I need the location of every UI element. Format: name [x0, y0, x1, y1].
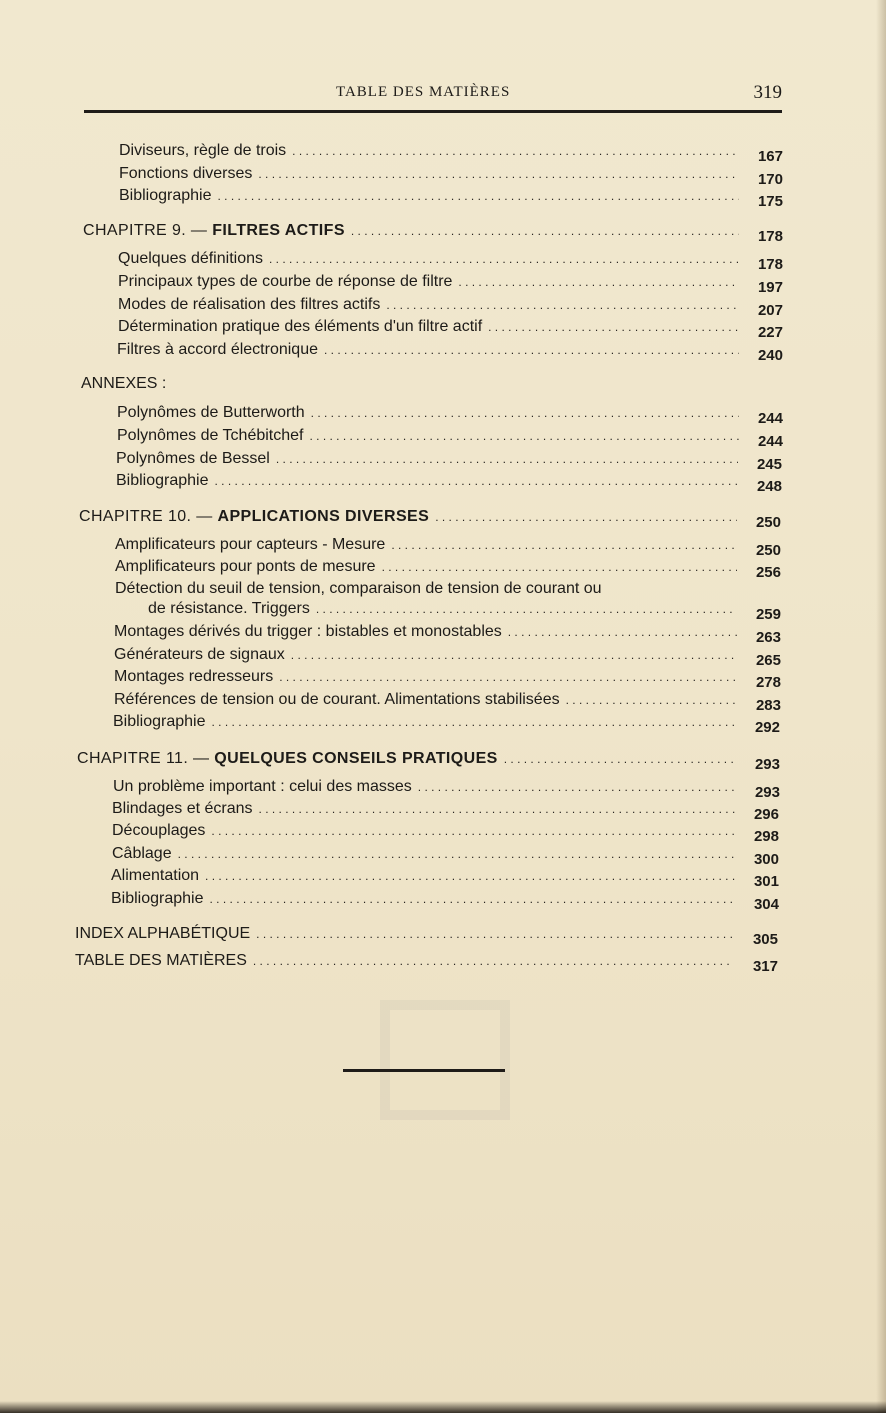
entry-page: 265	[755, 652, 781, 669]
toc-entry	[112, 845, 779, 869]
dot-leader	[508, 625, 737, 639]
dot-leader	[218, 189, 739, 203]
entry-page: 250	[755, 514, 781, 531]
entry-page: 301	[753, 873, 779, 890]
dot-leader	[291, 648, 737, 662]
entry-title: Blindages et écrans	[112, 800, 253, 817]
entry-title: Polynômes de Butterworth	[117, 404, 305, 421]
entry-title: TABLE DES MATIÈRES	[75, 952, 247, 969]
entry-title: Générateurs de signaux	[114, 646, 285, 663]
toc-entry	[118, 273, 783, 297]
entry-page: 305	[752, 931, 778, 948]
toc-entry	[116, 472, 782, 496]
end-rule	[343, 1069, 505, 1072]
toc-entry	[117, 427, 783, 451]
dot-leader	[211, 824, 735, 838]
chapter-entry	[79, 508, 781, 532]
entry-title: Alimentation	[111, 867, 200, 884]
dot-leader	[212, 715, 736, 729]
toc-entry	[118, 296, 783, 320]
chapter-title	[77, 750, 504, 768]
entry-page: 245	[756, 456, 782, 473]
entry-page: 178	[757, 256, 783, 273]
chapter-name: FILTRES ACTIFS	[212, 222, 345, 239]
dot-leader	[391, 538, 737, 552]
entry-title: Amplificateurs pour capteurs - Mesure	[115, 536, 386, 553]
entry-title: Diviseurs, règle de trois	[119, 142, 287, 159]
dot-leader	[435, 510, 737, 524]
toc-entry	[112, 800, 779, 824]
entry-title: Fonctions diverses	[119, 165, 253, 182]
chapter-entry	[77, 750, 780, 774]
dot-leader	[276, 452, 738, 466]
toc-entry	[119, 165, 783, 189]
annexes-heading: ANNEXES :	[81, 375, 167, 392]
entry-title: Câblage	[112, 845, 172, 862]
entry-page: 207	[757, 302, 783, 319]
chapter-number: CHAPITRE 11. —	[77, 750, 215, 767]
toc-entry	[75, 925, 778, 949]
dot-leader	[386, 298, 739, 312]
toc-entry	[119, 187, 783, 211]
toc-entry	[113, 713, 780, 737]
dot-leader	[351, 224, 739, 238]
entry-title: Un problème important : celui des masses	[113, 778, 412, 795]
toc-entry	[117, 404, 783, 428]
dot-leader	[292, 144, 739, 158]
entry-title-line1: Détection du seuil de tension, comparaison de tension de courant ou	[115, 580, 602, 597]
entry-title: Modes de réalisation des filtres actifs	[118, 296, 381, 313]
entry-page: 248	[756, 478, 782, 495]
entry-page: 227	[757, 324, 783, 341]
dot-leader	[210, 892, 735, 906]
entry-page: 178	[757, 228, 783, 245]
dot-leader	[309, 429, 739, 443]
entry-page: 244	[757, 433, 783, 450]
dot-leader	[279, 670, 737, 684]
entry-title: Détermination pratique des éléments d'un filtre actif	[118, 318, 483, 335]
entry-title: Montages dérivés du trigger : bistables et monostables	[114, 623, 502, 640]
page-edge-shadow	[876, 0, 886, 1413]
chapter-title	[83, 222, 351, 240]
dot-leader	[566, 693, 737, 707]
dot-leader	[311, 406, 739, 420]
entry-title: Bibliographie	[116, 472, 209, 489]
dot-leader	[259, 802, 735, 816]
chapter-number: CHAPITRE 10. —	[79, 508, 218, 525]
dot-leader	[488, 320, 739, 334]
toc-entry	[117, 341, 783, 365]
entry-page: 256	[755, 564, 781, 581]
entry-title: Références de tension ou de courant. Alimentations stabilisées	[114, 691, 560, 708]
chapter-name: QUELQUES CONSEILS PRATIQUES	[214, 750, 498, 767]
entry-title: Bibliographie	[113, 713, 206, 730]
entry-title: Amplificateurs pour ponts de mesure	[115, 558, 376, 575]
chapter-entry	[83, 222, 783, 246]
toc-entry	[148, 600, 781, 624]
chapter-number: CHAPITRE 9. —	[83, 222, 213, 239]
dot-leader	[178, 847, 735, 861]
entry-page: 293	[754, 756, 780, 773]
dot-leader	[205, 869, 735, 883]
entry-page: 278	[755, 674, 781, 691]
entry-page: 298	[753, 828, 779, 845]
toc-entry	[113, 778, 780, 802]
chapter-title	[79, 508, 435, 526]
entry-page: 317	[752, 958, 778, 975]
entry-title: Principaux types de courbe de réponse de filtre	[118, 273, 453, 290]
running-title: TABLE DES MATIÈRES	[336, 84, 511, 100]
toc-entry	[115, 536, 781, 560]
dot-leader	[504, 752, 736, 766]
toc-entry	[114, 623, 781, 647]
entry-title: Polynômes de Tchébitchef	[117, 427, 304, 444]
entry-page: 292	[754, 719, 780, 736]
toc-entry	[118, 318, 783, 342]
entry-title: Découplages	[112, 822, 206, 839]
entry-page: 283	[755, 697, 781, 714]
entry-title: Bibliographie	[119, 187, 212, 204]
entry-page: 250	[755, 542, 781, 559]
dot-leader	[269, 252, 739, 266]
toc-entry	[114, 668, 781, 692]
toc-entry	[75, 952, 778, 976]
entry-page: 197	[757, 279, 783, 296]
entry-page: 167	[757, 148, 783, 165]
toc-entry	[115, 558, 781, 582]
toc-entry	[112, 822, 779, 846]
entry-title: Bibliographie	[111, 890, 204, 907]
page-bottom-edge	[0, 1401, 886, 1413]
entry-title: INDEX ALPHABÉTIQUE	[75, 925, 251, 942]
entry-page: 244	[757, 410, 783, 427]
entry-page: 259	[755, 606, 781, 623]
toc-entry	[119, 142, 783, 166]
toc-entry	[114, 691, 781, 715]
dot-leader	[316, 602, 737, 616]
entry-page: 300	[753, 851, 779, 868]
dot-leader	[215, 474, 738, 488]
toc-entry	[116, 450, 782, 474]
dot-leader	[258, 167, 739, 181]
entry-title: Polynômes de Bessel	[116, 450, 270, 467]
entry-page: 170	[757, 171, 783, 188]
dot-leader	[253, 954, 734, 968]
toc-entry	[111, 867, 779, 891]
entry-title: Montages redresseurs	[114, 668, 274, 685]
dot-leader	[324, 343, 739, 357]
dot-leader	[382, 560, 737, 574]
entry-title: Filtres à accord électronique	[117, 341, 318, 358]
entry-page: 175	[757, 193, 783, 210]
toc-entry	[111, 890, 779, 914]
toc-entry	[114, 646, 781, 670]
entry-page: 304	[753, 896, 779, 913]
dot-leader	[458, 275, 739, 289]
chapter-name: APPLICATIONS DIVERSES	[217, 508, 430, 525]
dot-leader	[418, 780, 736, 794]
toc-entry	[118, 250, 783, 274]
entry-page: 240	[757, 347, 783, 364]
entry-page: 263	[755, 629, 781, 646]
entry-page: 293	[754, 784, 780, 801]
entry-title: de résistance. Triggers	[148, 600, 310, 617]
dot-leader	[256, 927, 734, 941]
entry-title: Quelques définitions	[118, 250, 263, 267]
page-number: 319	[753, 82, 782, 103]
entry-page: 296	[753, 806, 779, 823]
